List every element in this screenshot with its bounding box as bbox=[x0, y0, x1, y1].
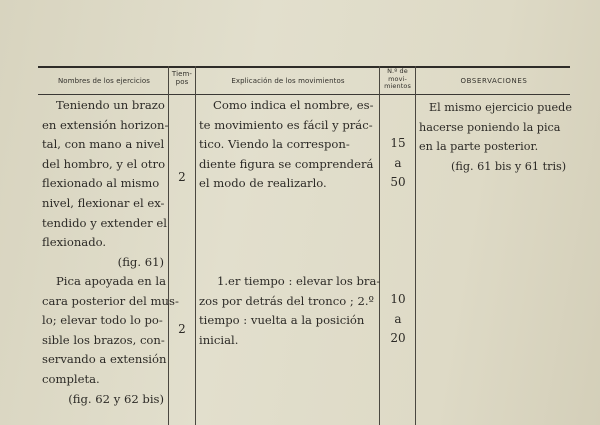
column-divider bbox=[168, 66, 169, 425]
text-line: tico. Viendo la correspon- bbox=[199, 137, 350, 152]
text-line: inicial. bbox=[199, 332, 239, 347]
row1-movements bbox=[380, 134, 416, 193]
text-line: tendido y extender el bbox=[42, 215, 167, 230]
table-top-rule bbox=[38, 66, 570, 68]
header-movements-line1: N.º de bbox=[387, 67, 408, 75]
header-movements-line3: mientos bbox=[384, 82, 411, 91]
text-line: hacerse poniendo la pica bbox=[419, 120, 561, 134]
row1-observations bbox=[419, 98, 572, 176]
row1-tiempos: 2 bbox=[178, 170, 186, 184]
row1-exercise-name bbox=[42, 96, 169, 272]
header-explanation: Explicación de los movimientos bbox=[231, 77, 345, 85]
text-line: 10 bbox=[390, 292, 406, 306]
text-line: en la parte posterior. bbox=[419, 140, 539, 154]
column-divider bbox=[415, 66, 416, 425]
header-movements bbox=[380, 68, 415, 91]
row2-exercise-name bbox=[42, 272, 179, 409]
text-line: nivel, flexionar el ex- bbox=[42, 195, 165, 210]
table-header-rule bbox=[38, 94, 570, 95]
row1-explanation bbox=[199, 96, 377, 194]
text-line: a bbox=[394, 311, 402, 326]
text-line: flexionado. bbox=[42, 235, 107, 250]
text-line: zos por detrás del tronco ; 2.º bbox=[199, 293, 374, 308]
text-line: el modo de realizarlo. bbox=[199, 176, 327, 191]
column-divider bbox=[379, 66, 380, 425]
text-line: El mismo ejercicio puede bbox=[429, 101, 572, 114]
header-exercise-names: Nombres de los ejercicios bbox=[57, 77, 151, 85]
text-line: en extensión horizon- bbox=[42, 117, 169, 132]
header-movements-line2: movi- bbox=[388, 74, 407, 83]
row2-tiempos: 2 bbox=[178, 322, 186, 336]
figure-reference: (fig. 62 y 62 bis) bbox=[68, 391, 164, 406]
header-observations: OBSERVACIONES bbox=[460, 77, 528, 85]
text-line: del hombro, y el otro bbox=[42, 156, 166, 171]
row2-movements bbox=[380, 290, 416, 349]
text-line: 1.er tiempo : elevar los bra- bbox=[217, 274, 381, 288]
text-line: diente figura se comprenderá bbox=[199, 156, 374, 171]
text-line: completa. bbox=[42, 371, 100, 386]
text-line: tiempo : vuelta a la posición bbox=[199, 313, 365, 328]
text-line: Como indica el nombre, es- bbox=[213, 98, 374, 112]
header-tiempos-line2: pos bbox=[175, 78, 189, 86]
text-line: Teniendo un brazo bbox=[56, 98, 165, 112]
figure-reference: (fig. 61) bbox=[117, 254, 164, 269]
text-line: 50 bbox=[390, 175, 406, 190]
text-line: a bbox=[394, 155, 402, 170]
text-line: (fig. 61 bis y 61 tris) bbox=[451, 159, 567, 173]
text-line: 20 bbox=[390, 331, 406, 346]
text-line: 15 bbox=[390, 136, 406, 150]
row2-explanation bbox=[199, 272, 381, 350]
text-line: Pica apoyada en la bbox=[56, 274, 167, 288]
text-line: sible los brazos, con- bbox=[42, 332, 165, 347]
text-line: flexionado al mismo bbox=[42, 176, 160, 191]
text-line: te movimiento es fácil y prác- bbox=[199, 117, 373, 132]
text-line: tal, con mano a nivel bbox=[42, 137, 165, 152]
header-tiempos bbox=[169, 70, 195, 86]
text-line: servando a extensión bbox=[42, 352, 167, 367]
header-tiempos-line1: Tiem- bbox=[171, 70, 193, 78]
column-divider bbox=[195, 66, 196, 425]
text-line: lo; elevar todo lo po- bbox=[42, 313, 163, 328]
text-line: cara posterior del mus- bbox=[42, 293, 179, 308]
